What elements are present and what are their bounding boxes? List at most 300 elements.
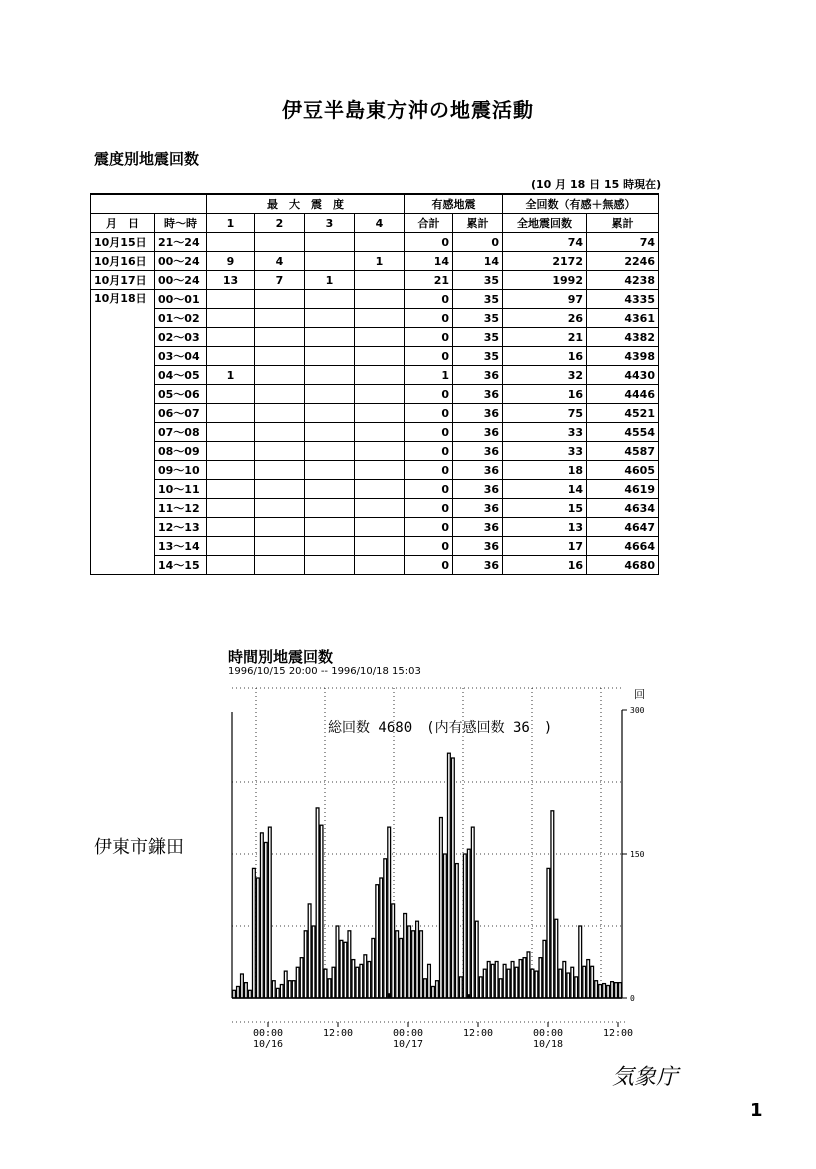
bar-all <box>611 982 614 998</box>
cell-time: 13～14 <box>155 537 207 556</box>
cell-felt-cum: 36 <box>453 366 503 385</box>
bar-all <box>404 914 407 998</box>
col-header-felt-total: 合計 <box>405 214 453 233</box>
cell-int1 <box>207 461 255 480</box>
cell-felt-cum: 14 <box>453 252 503 271</box>
bar-all <box>320 825 323 998</box>
bar-all <box>603 984 606 998</box>
cell-all-cum: 4634 <box>587 499 659 518</box>
bar-all <box>507 969 510 998</box>
cell-int2 <box>255 518 305 537</box>
bar-all <box>471 827 474 998</box>
bar-all <box>384 859 387 998</box>
cell-felt-cum: 36 <box>453 537 503 556</box>
cell-int4 <box>355 556 405 575</box>
chart-title: 時間別地震回数 <box>228 648 334 666</box>
max-intensity-header: 最 大 震 度 <box>207 194 405 214</box>
bar-all <box>316 808 319 998</box>
cell-time: 11～12 <box>155 499 207 518</box>
bar-all <box>499 979 502 998</box>
cell-date: 10月17日 <box>91 271 155 290</box>
cell-all-cum: 4238 <box>587 271 659 290</box>
table-row <box>91 385 659 404</box>
bar-all <box>233 990 236 998</box>
bar-all <box>340 940 343 998</box>
cell-all-count: 14 <box>503 480 587 499</box>
bar-all <box>444 854 447 998</box>
agency-signature: 気象庁 <box>612 1065 679 1090</box>
col-header-all-cum: 累計 <box>587 214 659 233</box>
cell-time: 21～24 <box>155 233 207 252</box>
bar-all <box>268 827 271 998</box>
bar-all <box>607 986 610 998</box>
cell-time: 03～04 <box>155 347 207 366</box>
cell-all-count: 2172 <box>503 252 587 271</box>
bar-all <box>511 962 514 998</box>
bar-all <box>447 753 450 998</box>
cell-all-count: 33 <box>503 423 587 442</box>
cell-felt-total: 14 <box>405 252 453 271</box>
bar-all <box>599 985 602 998</box>
bar-all <box>539 958 542 998</box>
cell-int3 <box>305 442 355 461</box>
all-count-header: 全回数（有感＋無感） <box>503 194 659 214</box>
x-tick-time: 00:00 <box>392 1028 424 1039</box>
cell-int3 <box>305 309 355 328</box>
station-location: 伊東市鎌田 <box>94 837 184 858</box>
table-row <box>91 290 659 309</box>
table-row <box>91 233 659 252</box>
bar-all <box>615 983 618 998</box>
cell-int3 <box>305 252 355 271</box>
intensity-count-table <box>90 193 659 575</box>
bar-all <box>260 833 263 998</box>
cell-time: 08～09 <box>155 442 207 461</box>
cell-int2 <box>255 328 305 347</box>
bar-all <box>491 964 494 998</box>
cell-int3 <box>305 385 355 404</box>
cell-int3 <box>305 480 355 499</box>
cell-date: 10月18日 <box>91 290 155 575</box>
cell-all-count: 13 <box>503 518 587 537</box>
col-header-int4: 4 <box>355 214 405 233</box>
bar-all <box>392 904 395 998</box>
table-row <box>91 499 659 518</box>
page-number: 1 <box>750 1100 763 1121</box>
bar-all <box>376 885 379 998</box>
cell-all-count: 15 <box>503 499 587 518</box>
cell-all-cum: 4647 <box>587 518 659 537</box>
bar-all <box>587 960 590 998</box>
bar-all <box>563 962 566 998</box>
x-tick-time: 12:00 <box>462 1028 494 1039</box>
cell-int4 <box>355 309 405 328</box>
bar-all <box>483 969 486 998</box>
cell-felt-cum: 35 <box>453 290 503 309</box>
bar-all <box>412 931 415 998</box>
bar-all <box>567 973 570 998</box>
cell-int3 <box>305 556 355 575</box>
cell-int3 <box>305 461 355 480</box>
cell-date: 10月16日 <box>91 252 155 271</box>
cell-int4 <box>355 385 405 404</box>
cell-felt-total: 0 <box>405 328 453 347</box>
cell-int2 <box>255 556 305 575</box>
cell-all-cum: 4619 <box>587 480 659 499</box>
cell-int4 <box>355 442 405 461</box>
bar-all <box>527 952 530 998</box>
bar-all <box>535 971 538 998</box>
total-count-annotation: 総回数 4680 (内有感回数 36 ) <box>328 720 553 736</box>
cell-int4 <box>355 461 405 480</box>
cell-felt-total: 0 <box>405 461 453 480</box>
bar-all <box>440 818 443 998</box>
cell-int2 <box>255 423 305 442</box>
cell-felt-cum: 35 <box>453 347 503 366</box>
group-header-row <box>91 194 659 214</box>
bar-all <box>344 942 347 998</box>
bar-all <box>352 960 355 998</box>
cell-int2 <box>255 461 305 480</box>
cell-int4: 1 <box>355 252 405 271</box>
bar-all <box>296 967 299 998</box>
cell-all-cum: 4605 <box>587 461 659 480</box>
cell-int1: 13 <box>207 271 255 290</box>
felt-quake-header: 有感地震 <box>405 194 503 214</box>
cell-felt-total: 0 <box>405 347 453 366</box>
cell-int4 <box>355 347 405 366</box>
bar-all <box>467 849 470 998</box>
chart-date-range: 1996/10/15 20:00 -- 1996/10/18 15:03 <box>228 666 421 677</box>
cell-felt-total: 0 <box>405 290 453 309</box>
cell-felt-cum: 36 <box>453 556 503 575</box>
bar-all <box>304 931 307 998</box>
bar-all <box>400 938 403 998</box>
bar-all <box>288 981 291 998</box>
cell-all-count: 21 <box>503 328 587 347</box>
cell-int4 <box>355 423 405 442</box>
x-tick-date: 10/16 <box>252 1039 284 1050</box>
cell-all-cum: 4554 <box>587 423 659 442</box>
cell-int1 <box>207 518 255 537</box>
cell-time: 02～03 <box>155 328 207 347</box>
cell-felt-total: 0 <box>405 537 453 556</box>
cell-all-cum: 4680 <box>587 556 659 575</box>
cell-int4 <box>355 518 405 537</box>
bar-all <box>583 966 586 998</box>
table-row <box>91 480 659 499</box>
cell-all-cum: 4398 <box>587 347 659 366</box>
cell-all-count: 16 <box>503 385 587 404</box>
cell-felt-total: 0 <box>405 423 453 442</box>
cell-time: 06～07 <box>155 404 207 423</box>
bar-all <box>249 990 252 998</box>
bar-all <box>487 962 490 998</box>
bar-all <box>515 967 518 998</box>
table-row <box>91 404 659 423</box>
bar-all <box>332 967 335 998</box>
cell-felt-total: 0 <box>405 442 453 461</box>
bar-all <box>245 983 248 998</box>
bar-all <box>252 868 255 998</box>
bar-all <box>459 977 462 998</box>
bar-all <box>428 964 431 998</box>
bar-all <box>503 964 506 998</box>
cell-felt-total: 21 <box>405 271 453 290</box>
table-row <box>91 271 659 290</box>
bar-all <box>312 926 315 998</box>
cell-all-count: 16 <box>503 556 587 575</box>
cell-int3 <box>305 233 355 252</box>
bar-all <box>531 969 534 998</box>
cell-time: 01～02 <box>155 309 207 328</box>
cell-all-count: 17 <box>503 537 587 556</box>
y-unit-label: 回 <box>634 688 645 701</box>
cell-felt-total: 0 <box>405 518 453 537</box>
cell-felt-cum: 36 <box>453 423 503 442</box>
cell-felt-cum: 0 <box>453 233 503 252</box>
cell-felt-cum: 36 <box>453 499 503 518</box>
cell-int4 <box>355 328 405 347</box>
as-of-note: (10 月 18 日 15 時現在) <box>531 178 662 191</box>
cell-time: 05～06 <box>155 385 207 404</box>
bar-all <box>308 904 311 998</box>
cell-all-cum: 74 <box>587 233 659 252</box>
bar-all <box>463 854 466 998</box>
y-tick-label: 150 <box>630 850 645 859</box>
bar-all <box>416 921 419 998</box>
bar-all <box>591 966 594 998</box>
table-row <box>91 442 659 461</box>
bar-all <box>595 981 598 998</box>
col-header-all-count: 全地震回数 <box>503 214 587 233</box>
column-header-row <box>91 214 659 233</box>
cell-felt-total: 1 <box>405 366 453 385</box>
cell-all-count: 75 <box>503 404 587 423</box>
table-row <box>91 328 659 347</box>
bar-all <box>300 958 303 998</box>
cell-time: 14～15 <box>155 556 207 575</box>
cell-int2 <box>255 537 305 556</box>
cell-int1 <box>207 556 255 575</box>
cell-int2 <box>255 233 305 252</box>
cell-felt-total: 0 <box>405 404 453 423</box>
cell-all-count: 16 <box>503 347 587 366</box>
bar-all <box>360 964 363 998</box>
bar-all <box>424 979 427 998</box>
cell-int1 <box>207 347 255 366</box>
bar-all <box>364 955 367 998</box>
cell-int3 <box>305 518 355 537</box>
cell-int2 <box>255 442 305 461</box>
bar-all <box>571 967 574 998</box>
cell-felt-total: 0 <box>405 480 453 499</box>
cell-time: 09～10 <box>155 461 207 480</box>
bar-all <box>495 962 498 998</box>
cell-int1 <box>207 404 255 423</box>
table-row <box>91 309 659 328</box>
cell-felt-cum: 36 <box>453 404 503 423</box>
cell-int1 <box>207 537 255 556</box>
cell-int2 <box>255 385 305 404</box>
blank-header-cell <box>91 194 207 214</box>
bar-all <box>388 827 391 998</box>
cell-int2: 7 <box>255 271 305 290</box>
x-tick-date: 10/18 <box>532 1039 564 1050</box>
bar-all <box>372 938 375 998</box>
cell-int3 <box>305 423 355 442</box>
cell-time: 10～11 <box>155 480 207 499</box>
cell-int4 <box>355 480 405 499</box>
cell-all-cum: 4361 <box>587 309 659 328</box>
cell-int3 <box>305 366 355 385</box>
cell-felt-cum: 36 <box>453 442 503 461</box>
hourly-quake-chart <box>222 680 652 1065</box>
cell-all-count: 74 <box>503 233 587 252</box>
cell-all-count: 18 <box>503 461 587 480</box>
bar-all <box>451 758 454 998</box>
y-tick-label: 300 <box>630 706 645 715</box>
cell-all-cum: 4521 <box>587 404 659 423</box>
cell-all-cum: 4446 <box>587 385 659 404</box>
cell-int2 <box>255 499 305 518</box>
cell-int1: 1 <box>207 366 255 385</box>
cell-all-count: 97 <box>503 290 587 309</box>
cell-int1 <box>207 423 255 442</box>
table-row <box>91 252 659 271</box>
cell-time: 12～13 <box>155 518 207 537</box>
bar-all <box>368 962 371 998</box>
cell-int2 <box>255 309 305 328</box>
cell-felt-cum: 36 <box>453 385 503 404</box>
table-row <box>91 537 659 556</box>
cell-time: 04～05 <box>155 366 207 385</box>
cell-int4 <box>355 233 405 252</box>
cell-all-cum: 4430 <box>587 366 659 385</box>
bar-all <box>436 981 439 998</box>
col-header-int2: 2 <box>255 214 305 233</box>
bar-all <box>396 931 399 998</box>
bar-all <box>543 940 546 998</box>
col-header-time: 時～時 <box>155 214 207 233</box>
cell-int2 <box>255 366 305 385</box>
section-title: 震度別地震回数 <box>94 150 200 168</box>
cell-time: 00～01 <box>155 290 207 309</box>
cell-int1 <box>207 480 255 499</box>
cell-int1 <box>207 385 255 404</box>
cell-felt-cum: 36 <box>453 518 503 537</box>
cell-all-count: 33 <box>503 442 587 461</box>
col-header-int3: 3 <box>305 214 355 233</box>
bar-all <box>241 974 244 998</box>
col-header-felt-cum: 累計 <box>453 214 503 233</box>
cell-felt-cum: 36 <box>453 461 503 480</box>
cell-all-cum: 4587 <box>587 442 659 461</box>
cell-int2 <box>255 290 305 309</box>
cell-int3 <box>305 290 355 309</box>
bar-all <box>479 977 482 998</box>
bar-all <box>264 842 267 998</box>
cell-int1 <box>207 442 255 461</box>
table-row <box>91 461 659 480</box>
bar-felt <box>388 993 391 998</box>
cell-time: 00～24 <box>155 271 207 290</box>
bar-all <box>523 958 526 998</box>
cell-felt-total: 0 <box>405 499 453 518</box>
cell-int3: 1 <box>305 271 355 290</box>
table-row <box>91 347 659 366</box>
bar-all <box>547 868 550 998</box>
cell-int4 <box>355 404 405 423</box>
bar-all <box>328 979 331 998</box>
cell-int2 <box>255 404 305 423</box>
cell-int2: 4 <box>255 252 305 271</box>
x-tick-time: 00:00 <box>252 1028 284 1039</box>
cell-int4 <box>355 366 405 385</box>
bar-all <box>348 931 351 998</box>
cell-int4 <box>355 537 405 556</box>
y-tick-label: 0 <box>630 994 635 1003</box>
cell-int3 <box>305 537 355 556</box>
cell-felt-cum: 35 <box>453 309 503 328</box>
cell-int1 <box>207 290 255 309</box>
cell-date: 10月15日 <box>91 233 155 252</box>
cell-felt-total: 0 <box>405 556 453 575</box>
x-tick-time: 12:00 <box>322 1028 354 1039</box>
cell-int3 <box>305 499 355 518</box>
cell-all-cum: 4382 <box>587 328 659 347</box>
cell-int2 <box>255 347 305 366</box>
table-row <box>91 518 659 537</box>
bar-all <box>380 878 383 998</box>
cell-felt-total: 0 <box>405 385 453 404</box>
chart-bars <box>233 753 622 998</box>
bar-all <box>280 985 283 998</box>
bar-all <box>619 983 622 998</box>
x-tick-time: 00:00 <box>532 1028 564 1039</box>
x-tick-date: 10/17 <box>392 1039 424 1050</box>
bar-all <box>519 960 522 998</box>
col-header-int1: 1 <box>207 214 255 233</box>
cell-int1 <box>207 499 255 518</box>
cell-int3 <box>305 347 355 366</box>
bar-all <box>356 967 359 998</box>
cell-int4 <box>355 271 405 290</box>
cell-int3 <box>305 328 355 347</box>
bar-all <box>551 811 554 998</box>
cell-int4 <box>355 499 405 518</box>
cell-all-count: 1992 <box>503 271 587 290</box>
bar-all <box>408 926 411 998</box>
bar-all <box>336 926 339 998</box>
x-tick-time: 12:00 <box>602 1028 634 1039</box>
cell-all-cum: 4335 <box>587 290 659 309</box>
bar-all <box>555 919 558 998</box>
bar-all <box>237 986 240 998</box>
cell-felt-cum: 35 <box>453 271 503 290</box>
bar-all <box>575 977 578 998</box>
bar-all <box>256 878 259 998</box>
cell-int3 <box>305 404 355 423</box>
bar-all <box>276 988 279 998</box>
cell-all-cum: 4664 <box>587 537 659 556</box>
cell-felt-total: 0 <box>405 233 453 252</box>
cell-felt-cum: 35 <box>453 328 503 347</box>
cell-int2 <box>255 480 305 499</box>
col-header-date: 月 日 <box>91 214 155 233</box>
cell-all-count: 32 <box>503 366 587 385</box>
table-row <box>91 423 659 442</box>
